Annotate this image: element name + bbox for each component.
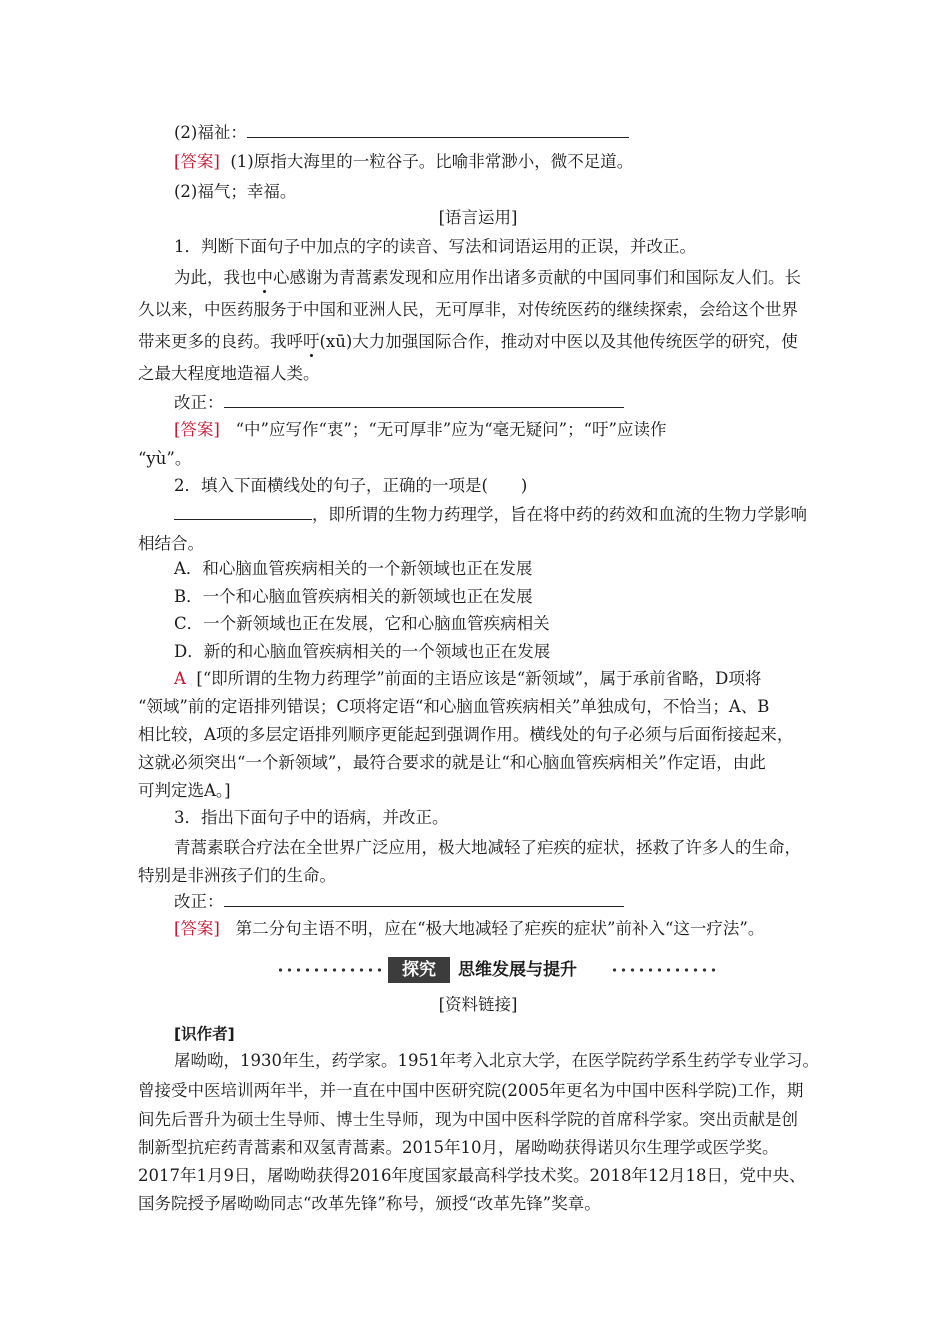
- answer-tag: [答案]: [174, 152, 220, 171]
- vocab-answer-1: [答案] (1)原指大海里的一粒谷子。比喻非常渺小，微不足道。: [174, 152, 634, 171]
- answer-tag: [答案]: [174, 420, 220, 439]
- author-line: 国务院授予屠呦呦同志“改革先锋”称号，颁授“改革先锋”奖章。: [138, 1194, 601, 1213]
- dotted-rule-right: [610, 968, 720, 972]
- q2-explain: 可判定选A。]: [138, 781, 231, 800]
- answer-tag: [答案]: [174, 919, 220, 938]
- q1-passage-line: 之最大程度地造福人类。: [138, 364, 320, 383]
- q3-prompt: 3．指出下面句子中的语病，并改正。: [174, 808, 449, 827]
- dotted-char: 中: [256, 268, 273, 287]
- q3-passage-line: 青蒿素联合疗法在全世界广泛应用，极大地减轻了疟疾的症状，拯救了许多人的生命，: [174, 838, 801, 857]
- q2-explain: “领域”前的定语排列错误；C项将定语“和心脑血管疾病相关”单独成句，不恰当；A、B: [138, 697, 770, 716]
- q2-stem-cont: 相结合。: [138, 534, 204, 553]
- section-heading-links: [资料链接]: [438, 995, 518, 1014]
- dotted-rule-left: [276, 968, 386, 972]
- q2-explain: 相比较，A项的多层定语排列顺序更能起到强调作用。横线处的句子必须与后面衔接起来，: [138, 725, 794, 744]
- q1-prompt: 1．判断下面句子中加点的字的读音、写法和词语运用的正误，并改正。: [174, 237, 696, 256]
- answer-blank[interactable]: [174, 505, 312, 520]
- section-heading-language: [语言运用]: [438, 208, 518, 227]
- q2-option: D．新的和心脑血管疾病相关的一个领域也正在发展: [174, 642, 551, 661]
- vocab-answer-2: (2)福气；幸福。: [174, 182, 297, 201]
- q2-stem: ，即所谓的生物力药理学，旨在将中药的药效和血流的生物力学影响: [174, 505, 854, 525]
- q2-option: A．和心脑血管疾病相关的一个新领域也正在发展: [174, 559, 533, 578]
- q1-passage-line: 带来更多的良药。我呼吁(xū)大力加强国际合作，推动对中医以及其他传统医学的研究，使: [138, 332, 798, 351]
- q1-answer-cont: “yù”。: [138, 449, 192, 468]
- dotted-char: 吁: [303, 332, 320, 351]
- banner-tag: 探究: [388, 957, 450, 983]
- author-line: 间先后晋升为硕士生导师、博士生导师，现为中国中医科学院的首席科学家。突出贡献是创: [138, 1110, 798, 1129]
- banner-title: 思维发展与提升: [458, 960, 577, 980]
- q2-explain: 这就必须突出“一个新领域”，最符合要求的就是让“和心脑血管疾病相关”作定语，由此: [138, 753, 766, 772]
- q3-answer: [答案] 第二分句主语不明，应在“极大地减轻了疟疾的症状”前补入“这一疗法”。: [174, 919, 765, 938]
- section-banner: [270, 957, 710, 983]
- author-line: 2017年1月9日，屠呦呦获得2016年度国家最高科学技术奖。2018年12月18日，党中央、: [138, 1166, 806, 1185]
- q1-passage-line: 为此，我也中心感谢为青蒿素发现和应用作出诸多贡献的中国同事们和国际友人们。长: [174, 268, 801, 287]
- q3-fix: 改正：: [174, 892, 854, 912]
- q2-option: C．一个新领域也正在发展，它和心脑血管疾病相关: [174, 614, 550, 633]
- q2-option: B．一个和心脑血管疾病相关的新领域也正在发展: [174, 587, 533, 606]
- author-line: 制新型抗疟药青蒿素和双氢青蒿素。2015年10月，屠呦呦获得诺贝尔生理学或医学奖。: [138, 1138, 779, 1157]
- answer-blank[interactable]: [224, 892, 624, 907]
- q1-answer: [答案] “中”应写作“衷”；“无可厚非”应为“毫无疑问”；“吁”应读作: [174, 420, 667, 439]
- answer-letter: A: [174, 669, 186, 688]
- q1-fix: 改正：: [174, 393, 854, 413]
- q2-explain: A [“即所谓的生物力药理学”前面的主语应该是“新领域”，属于承前省略，D项将: [174, 669, 762, 688]
- vocab-item-2-label: (2)福祉：: [174, 123, 247, 142]
- author-line: 屠呦呦，1930年生，药学家。1951年考入北京大学，在医学院药学系生药学专业学习。: [174, 1051, 819, 1070]
- q3-passage-line: 特别是非洲孩子们的生命。: [138, 866, 336, 885]
- q2-prompt: 2．填入下面横线处的句子，正确的一项是( ): [174, 476, 528, 495]
- author-heading: [识作者]: [174, 1025, 235, 1043]
- q1-passage-line: 久以来，中医药服务于中国和亚洲人民，无可厚非，对传统医药的继续探索，会给这个世界: [138, 300, 798, 319]
- vocab-item-2: [174, 123, 854, 143]
- author-line: 曾接受中医培训两年半，并一直在中国中医研究院(2005年更名为中国中医科学院)工作，期: [138, 1081, 804, 1100]
- answer-blank[interactable]: [224, 393, 624, 408]
- answer-blank[interactable]: [247, 123, 629, 138]
